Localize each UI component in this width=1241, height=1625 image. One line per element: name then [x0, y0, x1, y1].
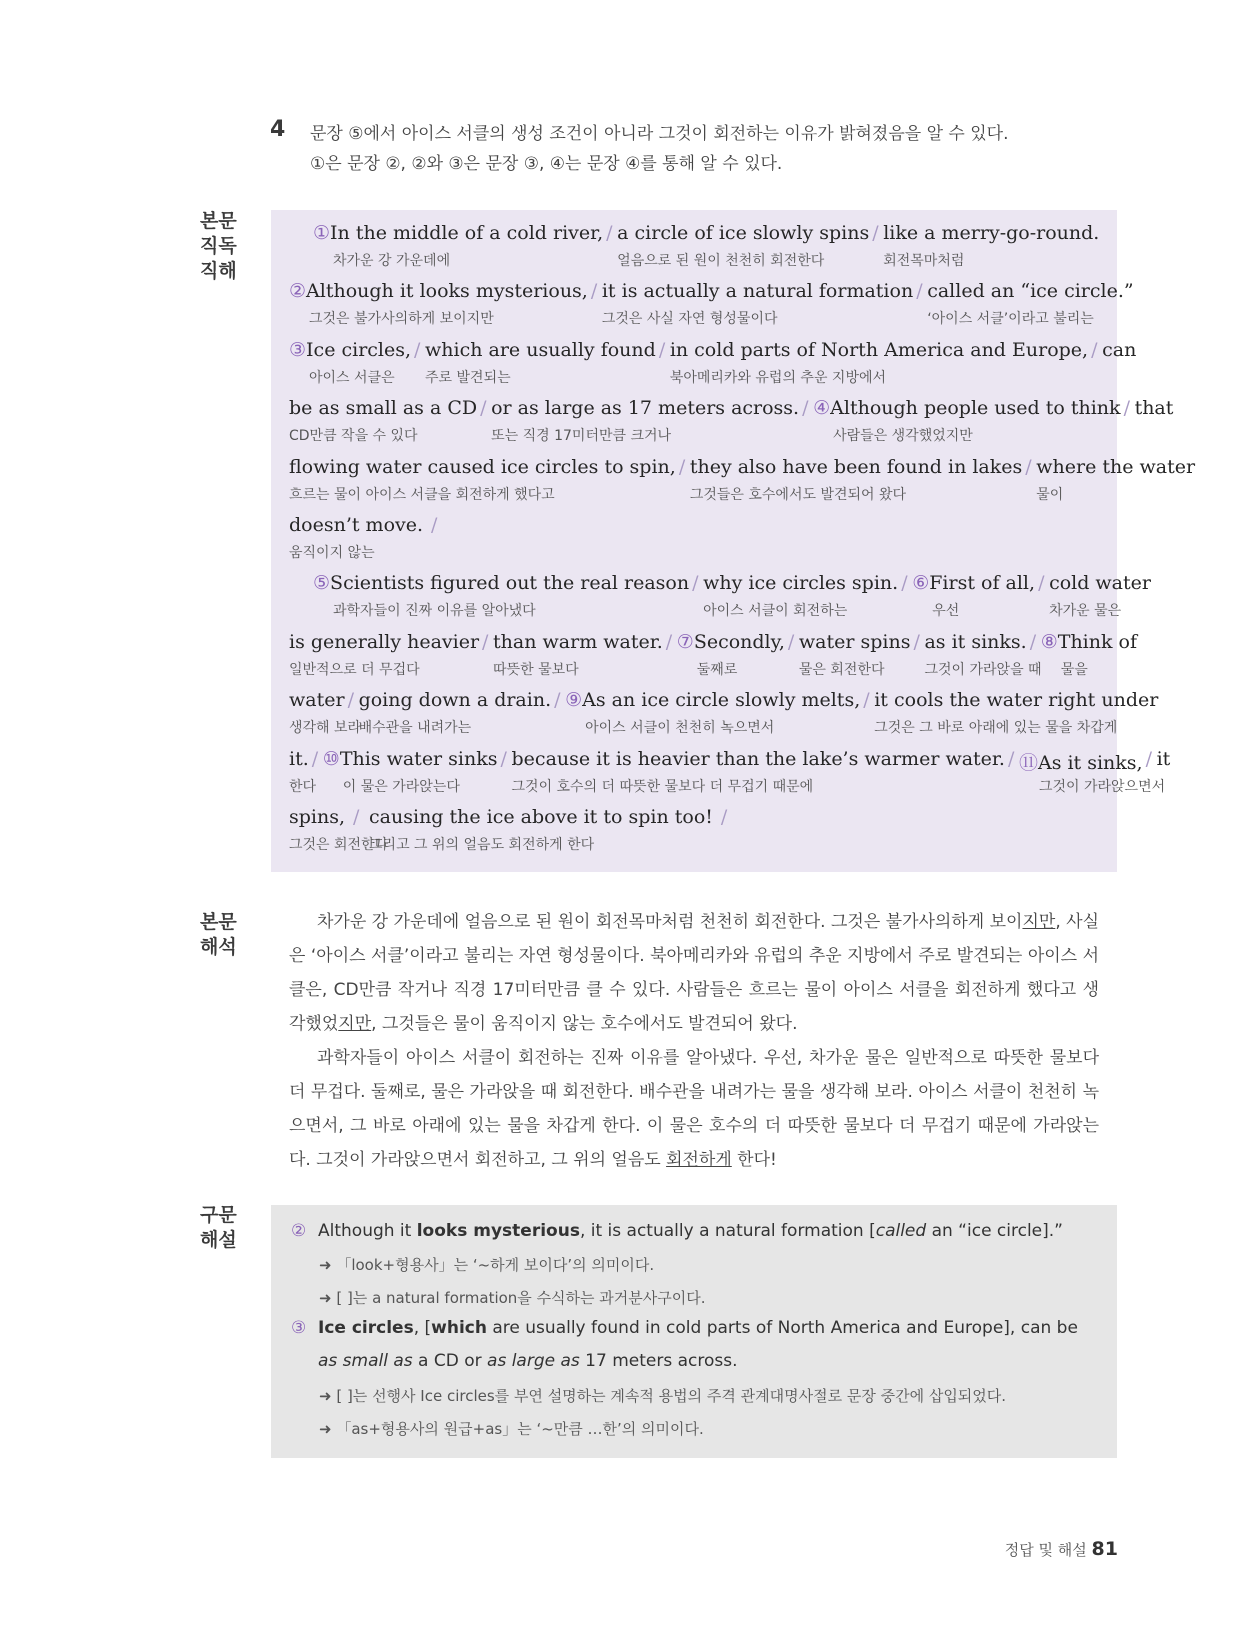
phrase-english [602, 280, 913, 302]
phrase-english-text: water spins [798, 630, 911, 653]
phrase-divider: / [678, 455, 686, 478]
phrase-divider: / [414, 338, 421, 361]
phrase-english [323, 748, 498, 770]
phrase-english [289, 397, 477, 419]
phrase-divider: / [480, 397, 487, 420]
phrase-english-text: First of all, [929, 572, 1036, 595]
phrase-english-text: This water sinks [339, 747, 498, 770]
phrase-korean: 배수관을 내려가는 [358, 720, 472, 737]
sentence-number: ⑪ [1018, 751, 1038, 774]
text-run: 한다! [731, 1150, 777, 1170]
phrase-english-text: Scientists figured out the real reason [330, 572, 690, 595]
phrase-korean: 아이스 서클이 천천히 녹으면서 [585, 720, 775, 737]
phrase-english [1036, 456, 1195, 478]
phrase-divider: / [1091, 338, 1098, 361]
phrase-english [493, 631, 663, 653]
question-number: 4 [270, 117, 286, 142]
phrase-english [313, 572, 689, 594]
phrase-english-text: it. [289, 747, 309, 770]
phrase-divider: / [872, 222, 879, 244]
text-run: , [ [413, 1318, 432, 1338]
text-run: called [875, 1221, 927, 1241]
phrase-english-text: called an “ice circle.” [927, 280, 1134, 303]
text-run: as large as [487, 1351, 580, 1371]
grammar-item-3-note-2: ➜ 「as+형용사의 원급+as」는 ‘~만큼 …한’의 의미이다. [319, 1420, 704, 1438]
phrase-divider: / [901, 572, 908, 595]
phrase-english-text: that [1134, 397, 1174, 420]
grammar-item-3-note-1: ➜ [ ]는 선행사 Ice circles를 부연 설명하는 계속적 용법의 주격 관계대명사절로 문장 중간에 삽입되었다. [319, 1387, 1007, 1405]
phrase-divider: / [802, 397, 809, 420]
phrase-divider: / [590, 280, 598, 303]
translation-text [289, 905, 1099, 1177]
phrase-korean: 그것들은 호수에서도 발견되어 왔다 [689, 486, 907, 503]
phrase-english-text: Secondly, [693, 630, 785, 653]
phrase-english [289, 631, 479, 653]
phrase-english [491, 397, 799, 419]
phrase-english-text: As an ice circle slowly melts, [582, 689, 861, 712]
footer-label: 정답 및 해설 [1004, 1541, 1087, 1559]
sentence-number: ④ [813, 397, 831, 420]
phrase-korean: 물을 [1060, 661, 1088, 678]
phrase-korean: 사람들은 생각했었지만 [833, 428, 973, 445]
phrase-english [617, 222, 869, 244]
phrase-divider: / [353, 806, 360, 828]
phrase-korean: 회전목마처럼 [883, 253, 965, 269]
phrase-korean: 둘째로 [696, 661, 738, 678]
phrase-english [512, 748, 1005, 770]
phrase-english-text: cold water [1049, 572, 1151, 595]
phrase-divider: / [1025, 455, 1032, 478]
phrase-english-text: why ice circles spin. [703, 572, 899, 595]
grammar-item-2-note-2: ➜ [ ]는 a natural formation을 수식하는 과거분사구이다. [319, 1289, 706, 1307]
phrase-divider: / [1145, 747, 1153, 770]
phrase-korean: 주로 발견되는 [425, 369, 511, 386]
phrase-korean: 물은 회전한다 [798, 661, 885, 678]
phrase-divider: / [431, 514, 438, 536]
phrase-english [924, 631, 1026, 653]
text-run: 회전하게 [666, 1150, 732, 1170]
phrase-korean: 차가운 물은 [1049, 603, 1122, 620]
phrase-english-text: causing the ice above it to spin too! [369, 806, 713, 828]
phrase-english [677, 631, 785, 653]
phrase-english-text: because it is heavier than the lake’s warmer water. [511, 747, 1005, 770]
phrase-divider: / [913, 630, 920, 653]
question-explanation-line-1: 문장 ⑤에서 아이스 서클의 생성 조건이 아니라 그것이 회전하는 이유가 밝혀졌음을 알 수 있다. [310, 124, 1009, 144]
phrase-korean: 그것이 호수의 더 따뜻한 물보다 더 무겁기 때문에 [511, 778, 814, 795]
phrase-english [289, 339, 411, 361]
sentence-number: ⑩ [322, 747, 340, 770]
phrase-korean: 한다 [289, 778, 317, 795]
text-run: 차가운 강 가운데에 얼음으로 된 원이 회전목마처럼 천천히 회전한다. 그것은 불가사의하게 보이 [317, 912, 1023, 932]
phrase-english [1102, 339, 1136, 361]
phrase-english-text: in cold parts of North America and Europe, [669, 338, 1089, 361]
grammar-item-2-number: ② [291, 1221, 307, 1241]
phrase-english-text: as it sinks. [924, 630, 1027, 653]
sentence-number: ③ [289, 338, 307, 361]
phrase-english-text: Ice circles, [306, 338, 412, 361]
text-run: Ice circles [318, 1318, 414, 1338]
phrase-korean: 그것이 가라앉으면서 [1038, 778, 1166, 795]
grammar-box [271, 1205, 1117, 1458]
phrase-english-text: a circle of ice slowly spins [617, 222, 870, 244]
grammar-item-3-sentence-line-1 [318, 1318, 1078, 1338]
phrase-english [1041, 631, 1137, 653]
phrase-divider: / [916, 280, 923, 303]
phrase-english-text: than warm water. [493, 630, 663, 653]
page-footer [1005, 1538, 1118, 1560]
label-grammar: 구문 해설 [200, 1204, 237, 1251]
text-run: , it is actually a natural formation [ [579, 1221, 876, 1241]
phrase-divider: / [665, 630, 673, 653]
phrase-korean: 그리고 그 위의 얼음도 회전하게 한다 [369, 837, 595, 853]
phrase-divider: / [863, 689, 870, 712]
phrase-english-text: water [289, 689, 345, 712]
phrase-korean: ‘아이스 서클’이라고 불리는 [927, 311, 1094, 328]
phrase-korean: 그것은 불가사의하게 보이지만 [309, 311, 494, 328]
text-run: , 사실은 ‘아이스 서클’이라고 불리는 자연 형성물이다. 북아메리카와 유럽의 추운 지방에서 주로 발견되는 아이스 서클은, CD만큼 작거나 직경 17미터만큼 클 수 있다. 사람들은 흐르는 물이 아이스 서클을 회전하게 했다고 생각했었 [289, 912, 1099, 1034]
phrase-korean: 그것은 사실 자연 형성물이다 [601, 311, 778, 328]
phrase-english [703, 572, 898, 594]
phrase-english-text: spins, [289, 806, 346, 828]
phrase-english-text: Although it looks mysterious, [306, 280, 588, 303]
phrase-english-text: going down a drain. [358, 689, 552, 712]
question-explanation-line-2: ①은 문장 ②, ②와 ③은 문장 ③, ④는 문장 ④를 통해 알 수 있다. [310, 154, 783, 174]
translation-paragraph-2 [289, 1041, 1099, 1177]
phrase-divider: / [606, 222, 613, 244]
label-direct-reading: 본문 직독 직해 [200, 210, 237, 282]
phrase-english [799, 631, 911, 653]
phrase-english-text: is generally heavier [289, 630, 480, 653]
phrase-english [289, 280, 588, 302]
phrase-korean: 그것이 가라앉을 때 [924, 661, 1042, 678]
phrase-english [883, 222, 1099, 244]
phrase-korean: 아이스 서클이 회전하는 [703, 603, 848, 620]
phrase-english [1019, 748, 1143, 775]
sentence-number: ⑤ [313, 572, 331, 595]
text-run: Although it [318, 1221, 417, 1241]
text-run: an “ice circle].” [926, 1221, 1063, 1241]
phrase-divider: / [347, 689, 354, 712]
phrase-english-text: can [1102, 338, 1137, 361]
phrase-korean: 따뜻한 물보다 [493, 661, 579, 678]
phrase-english [670, 339, 1088, 361]
phrase-english [874, 689, 1158, 711]
phrase-english-text: In the middle of a cold river, [330, 222, 604, 244]
phrase-english-text: flowing water caused ice circles to spin, [289, 455, 676, 478]
phrase-divider: / [482, 630, 489, 653]
phrase-divider: / [554, 689, 561, 712]
sentence-number: ⑨ [565, 689, 583, 712]
phrase-korean: 과학자들이 진짜 이유를 알아냈다 [333, 603, 536, 620]
phrase-korean: CD만큼 작을 수 있다 [289, 428, 418, 445]
phrase-korean: 북아메리카와 유럽의 추운 지방에서 [669, 369, 887, 386]
phrase-english-text: it is actually a natural formation [601, 280, 914, 303]
phrase-english-text: Although people used to think [830, 397, 1121, 420]
text-run: as small as [318, 1351, 413, 1371]
phrase-english-text: As it sinks, [1037, 751, 1143, 774]
phrase-korean: 생각해 보라 [289, 720, 362, 737]
phrase-english [813, 397, 1120, 419]
phrase-divider: / [1123, 397, 1130, 420]
text-run: 17 meters across. [579, 1351, 738, 1371]
phrase-english-text: it cools the water right under [874, 689, 1159, 712]
phrase-english [1157, 748, 1171, 770]
text-run: are usually found in cold parts of North America and Europe], can be [486, 1318, 1078, 1338]
sentence-number: ⑦ [676, 630, 694, 653]
text-run: 과학자들이 아이스 서클이 회전하는 진짜 이유를 알아냈다. 우선, 차가운 물은 일반적으로 따뜻한 물보다 더 무겁다. 둘째로, 물은 가라앉을 때 회전한다. 배수관을 내려가는 물을 생각해 보라. 아이스 서클이 천천히 녹으면서, 그 바로 아래에 있는 물을 차갑게 한다. 이 물은 호수의 더 따뜻한 물보다 더 무겁기 때문에 가라앉는다. 그것이 가라앉으면서 회전하고, 그 위의 얼음도 [289, 1048, 1099, 1170]
phrase-english [912, 572, 1035, 594]
phrase-english-text: doesn’t move. [289, 514, 424, 536]
text-run: 지만 [338, 1014, 372, 1034]
phrase-divider: / [692, 572, 699, 595]
grammar-item-2-sentence [318, 1221, 1063, 1241]
phrase-korean: 그것은 그 바로 아래에 있는 물을 차갑게 [874, 720, 1118, 737]
phrase-divider: / [1007, 747, 1015, 770]
sentence-number: ⑥ [912, 572, 930, 595]
phrase-english-text: where the water [1036, 455, 1196, 478]
phrase-english [1049, 572, 1151, 594]
grammar-item-2-note-1: ➜ 「look+형용사」는 ‘~하게 보이다’의 의미이다. [319, 1256, 655, 1274]
phrase-divider: / [720, 806, 728, 828]
sentence-number: ① [313, 222, 331, 244]
phrase-english [425, 339, 656, 361]
phrase-english [313, 222, 603, 244]
text-run: which [431, 1318, 487, 1338]
phrase-korean: 차가운 강 가운데에 [333, 253, 451, 269]
phrase-english [289, 456, 676, 478]
sentence-number: ② [289, 280, 307, 303]
phrase-english [289, 514, 423, 536]
phrase-english [1135, 397, 1174, 419]
phrase-korean: 또는 직경 17미터만큼 크거나 [491, 428, 672, 445]
phrase-english-text: like a merry-go-round. [883, 222, 1100, 244]
phrase-korean: 우선 [932, 603, 960, 620]
phrase-english-text: be as small as a CD [289, 397, 478, 420]
phrase-korean: 그것은 회전한다 [289, 837, 389, 853]
phrase-english [927, 280, 1133, 302]
phrase-english-text: or as large as 17 meters across. [491, 397, 800, 420]
phrase-english [359, 689, 552, 711]
grammar-item-3-sentence-line-2 [318, 1351, 738, 1371]
phrase-divider: / [1029, 630, 1037, 653]
phrase-english [565, 689, 860, 711]
direct-reading-box [271, 210, 1196, 872]
phrase-english-text: it [1156, 747, 1171, 770]
phrase-divider: / [500, 747, 507, 770]
phrase-korean: 얼음으로 된 원이 천천히 회전한다 [617, 253, 825, 269]
phrase-english-text: which are usually found [425, 338, 656, 361]
phrase-divider: / [787, 630, 795, 653]
phrase-english [369, 806, 713, 828]
phrase-english [289, 748, 309, 770]
sentence-number: ⑧ [1040, 630, 1058, 653]
phrase-divider: / [658, 338, 666, 361]
page-number: 81 [1091, 1538, 1118, 1560]
text-run: looks mysterious [416, 1221, 580, 1241]
phrase-korean: 흐르는 물이 아이스 서클을 회전하게 했다고 [289, 486, 555, 503]
phrase-english-text: they also have been found in lakes [689, 455, 1023, 478]
phrase-korean: 아이스 서클은 [309, 369, 395, 386]
text-run: a CD or [412, 1351, 488, 1371]
label-translation: 본문 해석 [200, 911, 237, 958]
text-run: 지만 [1022, 912, 1056, 932]
phrase-english [690, 456, 1022, 478]
phrase-english [289, 806, 345, 828]
phrase-divider: / [311, 747, 319, 770]
phrase-english-text: Think of [1057, 630, 1138, 653]
phrase-korean: 물이 [1036, 486, 1064, 503]
grammar-item-3-number: ③ [291, 1318, 307, 1338]
phrase-korean: 이 물은 가라앉는다 [342, 778, 460, 795]
phrase-english [289, 689, 345, 711]
text-run: , 그것들은 물이 움직이지 않는 호수에서도 발견되어 왔다. [371, 1014, 798, 1034]
phrase-divider: / [1038, 572, 1045, 595]
phrase-korean: 움직이지 않는 [289, 545, 375, 561]
translation-paragraph-1 [289, 905, 1099, 1041]
phrase-korean: 일반적으로 더 무겁다 [289, 661, 420, 678]
